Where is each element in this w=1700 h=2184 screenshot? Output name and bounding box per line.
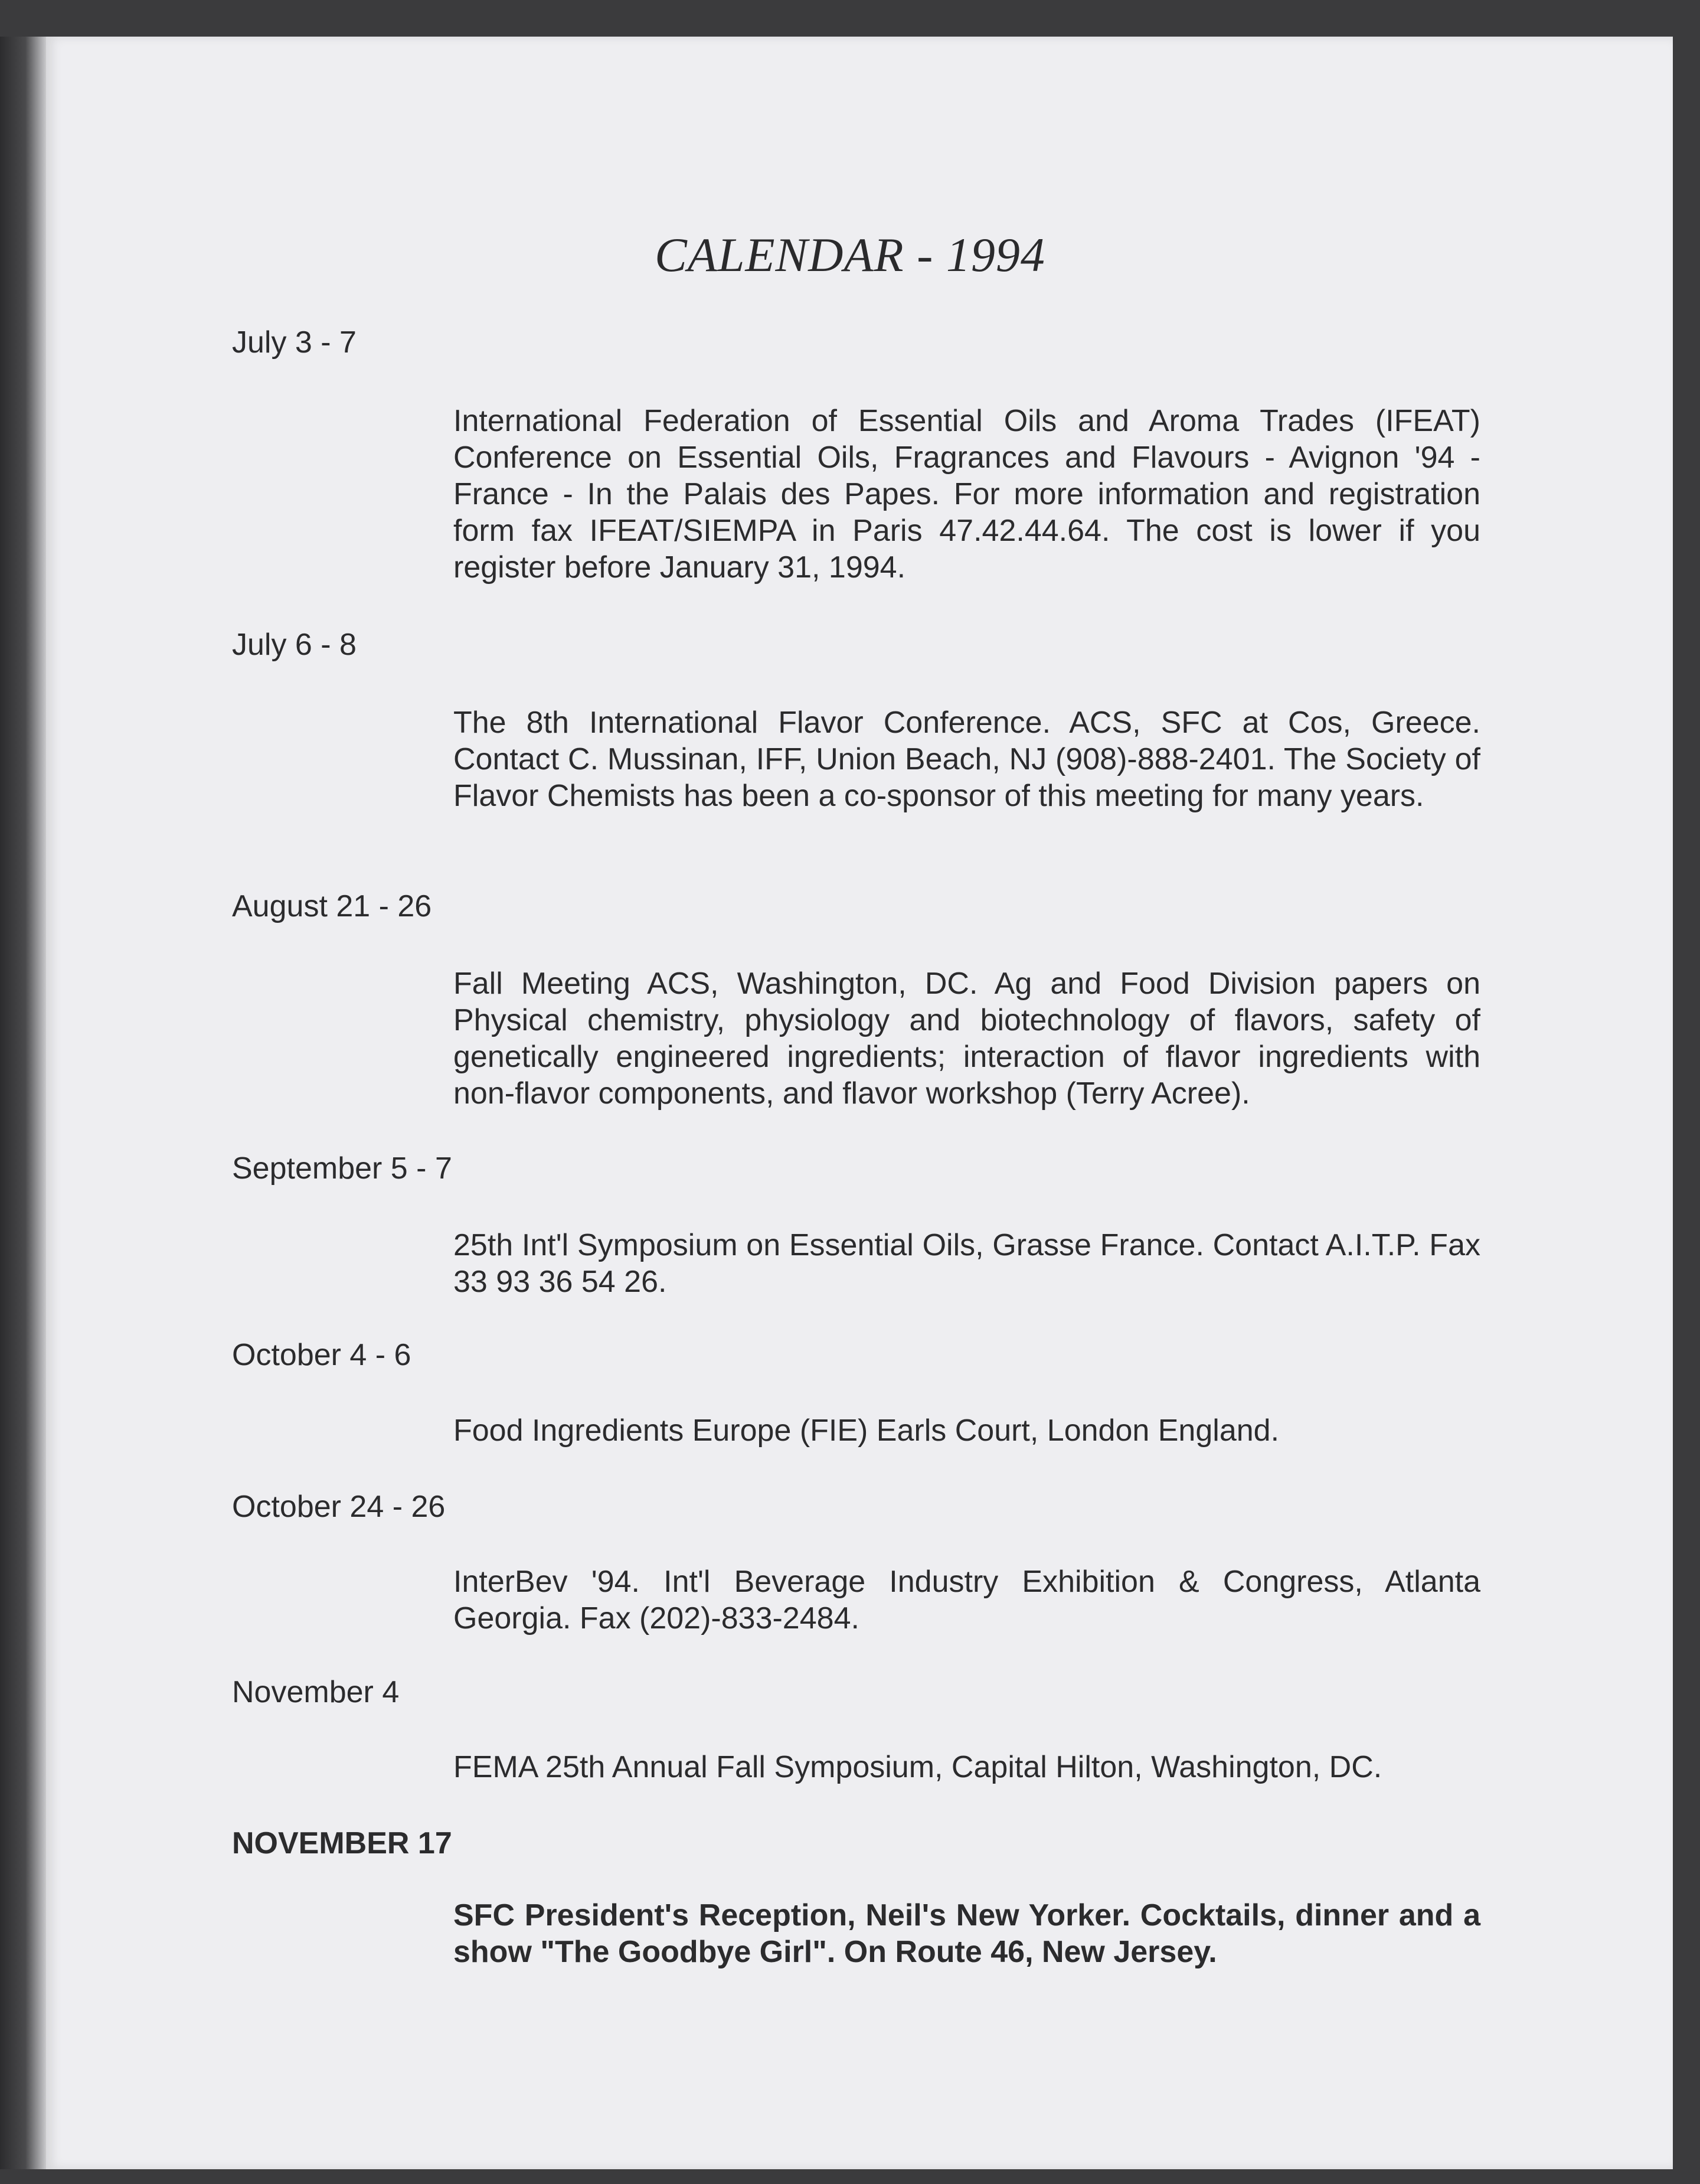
event-description: International Federation of Essential Oils and Aroma Trades (IFEAT) Conference on Essential Oils, Fragrances and Flavours - Avignon '94 - France - In the Palais des Papes. For more information and registration form fax IFEAT/SIEMPA in Paris 47.42.44.64. The cost is lower if you register before January 31, 1994.: [453, 404, 1480, 585]
event-description: The 8th International Flavor Conference. ACS, SFC at Cos, Greece. Contact C. Mussinan, IFF, Union Beach, NJ (908)-888-2401. The Society of Flavor Chemists has been a co-sponsor of this meeting for many years.: [453, 706, 1480, 813]
event-date: November 4: [232, 1675, 400, 1709]
event-description: Food Ingredients Europe (FIE) Earls Court, London England.: [453, 1413, 1280, 1448]
event-description: InterBev '94. Int'l Beverage Industry Exhibition & Congress, Atlanta Georgia. Fax (202)-833-2484.: [453, 1565, 1480, 1635]
event-date: August 21 - 26: [232, 889, 432, 923]
event-date: July 6 - 8: [232, 628, 357, 662]
event-date: September 5 - 7: [232, 1151, 452, 1186]
event-description: Fall Meeting ACS, Washington, DC. Ag and Food Division papers on Physical chemistry, physiology and biotechnology of flavors, safety of genetically engineered ingredients; interaction of flavor ingredients with non-flavor components, and flavor workshop (Terry Acree).: [453, 967, 1480, 1111]
page-binding-edge: [0, 37, 46, 2169]
page-title: CALENDAR - 1994: [655, 228, 1045, 282]
event-date: October 24 - 26: [232, 1490, 446, 1524]
event-date: July 3 - 7: [232, 325, 357, 360]
event-description-highlight: SFC President's Reception, Neil's New Yorker. Cocktails, dinner and a show "The Goodbye Girl". On Route 46, New Jersey.: [453, 1898, 1480, 1969]
event-description: FEMA 25th Annual Fall Symposium, Capital Hilton, Washington, DC.: [453, 1750, 1382, 1784]
event-description: 25th Int'l Symposium on Essential Oils, Grasse France. Contact A.I.T.P. Fax 33 93 36 54 26.: [453, 1228, 1480, 1299]
event-date-highlight: NOVEMBER 17: [232, 1826, 452, 1860]
event-date: October 4 - 6: [232, 1338, 411, 1372]
